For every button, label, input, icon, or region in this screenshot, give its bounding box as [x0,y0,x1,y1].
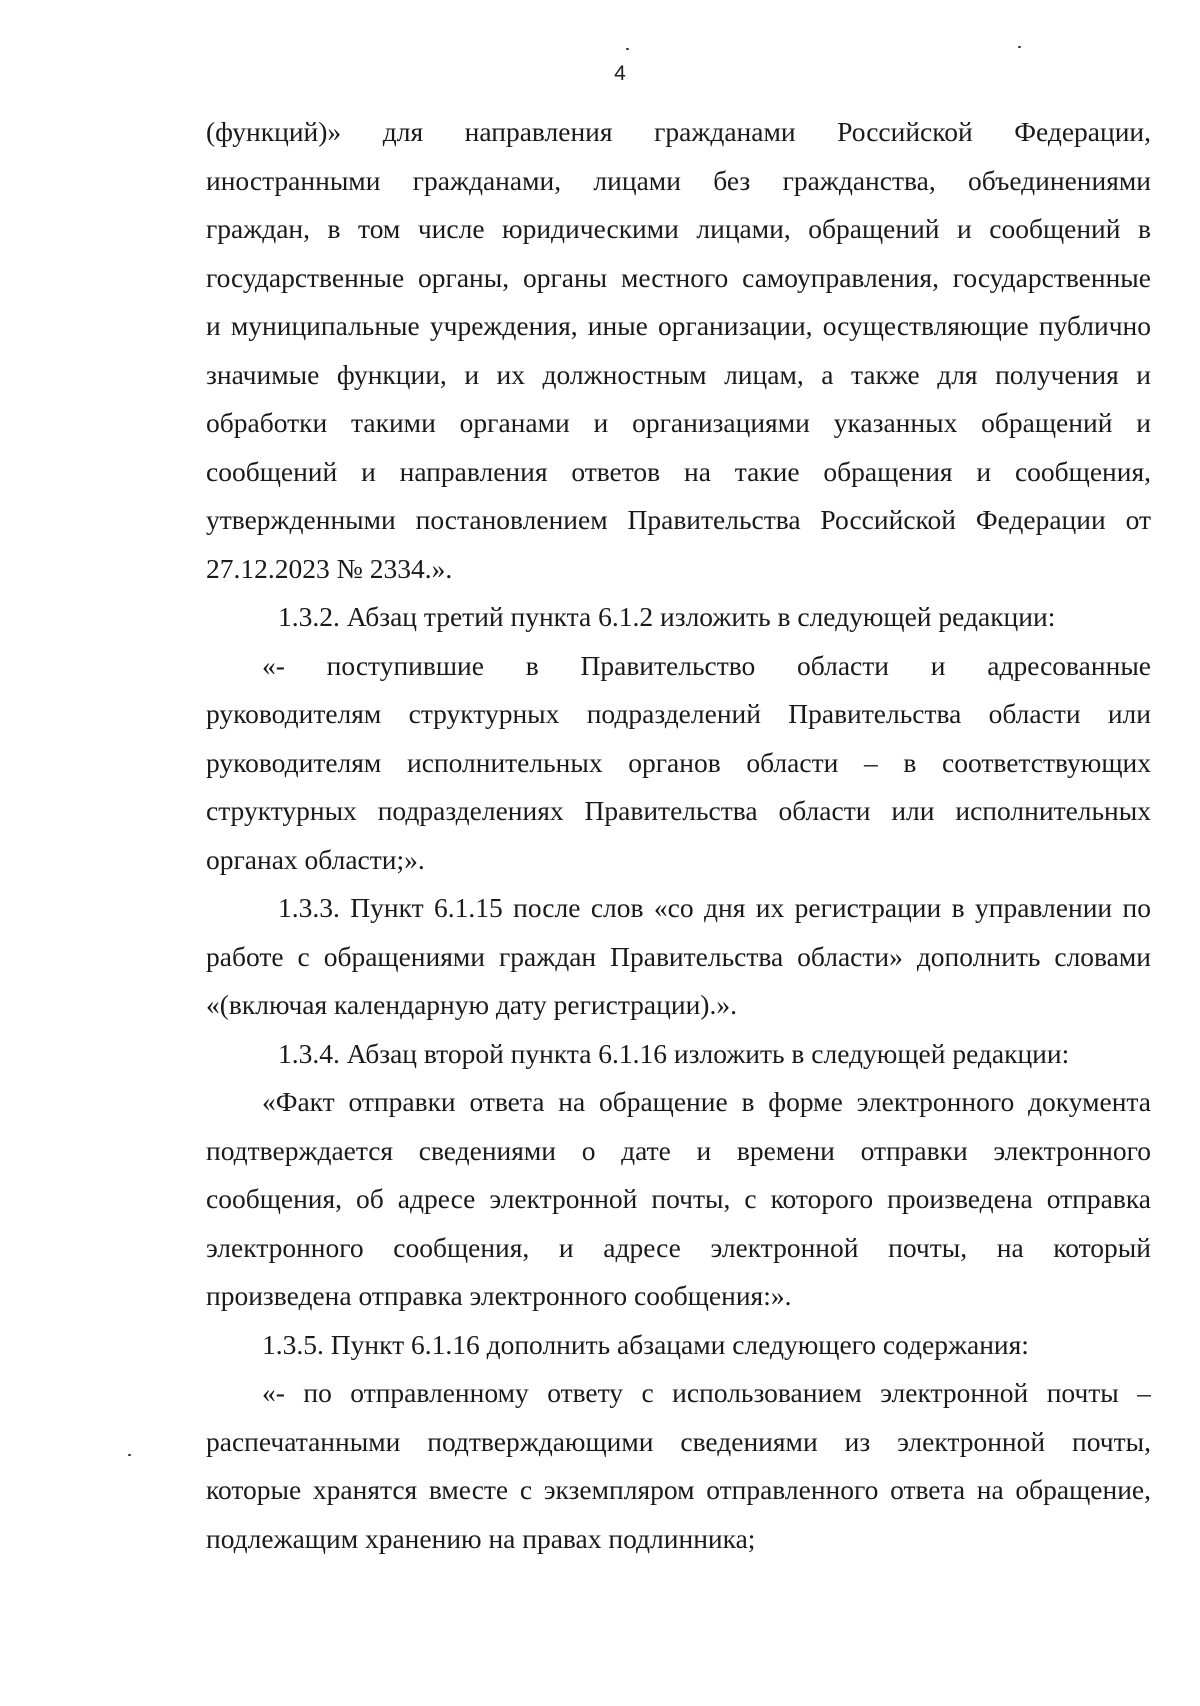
paragraph-heading: 1.3.4. Абзац второй пункта 6.1.16 изложить в следующей редакции: [278,1037,1070,1069]
text-line: «(включая календарную дату регистрации).». [206,989,737,1020]
text-line: сообщения, об адресе электронной почты, с которого произведена отправка [206,1183,1151,1214]
text-line: иностранными гражданами, лицами без гражданства, объединениями [206,164,1151,196]
text-line: и муниципальные учреждения, иные организации, осуществляющие публично [206,310,1151,341]
text-line: распечатанными подтверждающими сведениями из электронной почты, [206,1425,1151,1457]
text-line: которые хранятся вместе с экземпляром отправленного ответа на обращение, [206,1474,1151,1505]
text-line: подтверждается сведениями о дате и времени отправки электронного [206,1134,1151,1166]
paragraph-heading: 1.3.5. Пункт 6.1.16 дополнить абзацами следующего содержания: [262,1328,1029,1360]
text-line: руководителям структурных подразделений Правительства области или [206,698,1151,729]
page-number: 4 [614,62,626,85]
text-line: граждан, в том числе юридическими лицами, обращений и сообщений в [206,213,1151,244]
text-line: «- по отправленному ответу с использованием электронной почты – [262,1377,1151,1408]
document-body [206,108,1151,1563]
text-line: 27.12.2023 № 2334.». [206,552,453,584]
text-line: значимые функции, и их должностным лицам, а также для получения и [206,358,1151,390]
text-line: (функций)» для направления гражданами Российской Федерации, [206,116,1151,147]
scan-speck [128,1454,131,1456]
paragraph-heading: 1.3.2. Абзац третий пункта 6.1.2 изложить в следующей редакции: [278,601,1056,632]
text-line: работе с обращениями граждан Правительства области» дополнить словами [206,940,1151,972]
text-line: «- поступившие в Правительство области и адресованные [262,649,1151,681]
scan-speck [626,48,629,50]
text-line: сообщений и направления ответов на такие обращения и сообщения, [206,455,1151,487]
text-line: государственные органы, органы местного самоуправления, государственные [206,261,1151,293]
scan-speck [1018,46,1021,48]
text-line: руководителям исполнительных органов области – в соответствующих [206,746,1151,778]
text-line: электронного сообщения, и адресе электронной почты, на который [206,1231,1151,1263]
text-line: структурных подразделениях Правительства области или исполнительных [206,795,1151,826]
text-line: органах области;». [206,843,425,875]
paragraph-heading: 1.3.3. Пункт 6.1.15 после слов «со дня их регистрации в управлении по [278,892,1151,923]
text-line: утвержденными постановлением Правительства Российской Федерации от [206,504,1151,535]
text-line: обработки такими органами и организациями указанных обращений и [206,407,1151,438]
text-line: подлежащим хранению на правах подлинника; [206,1522,756,1554]
text-line: «Факт отправки ответа на обращение в форме электронного документа [262,1086,1151,1117]
text-line: произведена отправка электронного сообщения:». [206,1280,792,1311]
